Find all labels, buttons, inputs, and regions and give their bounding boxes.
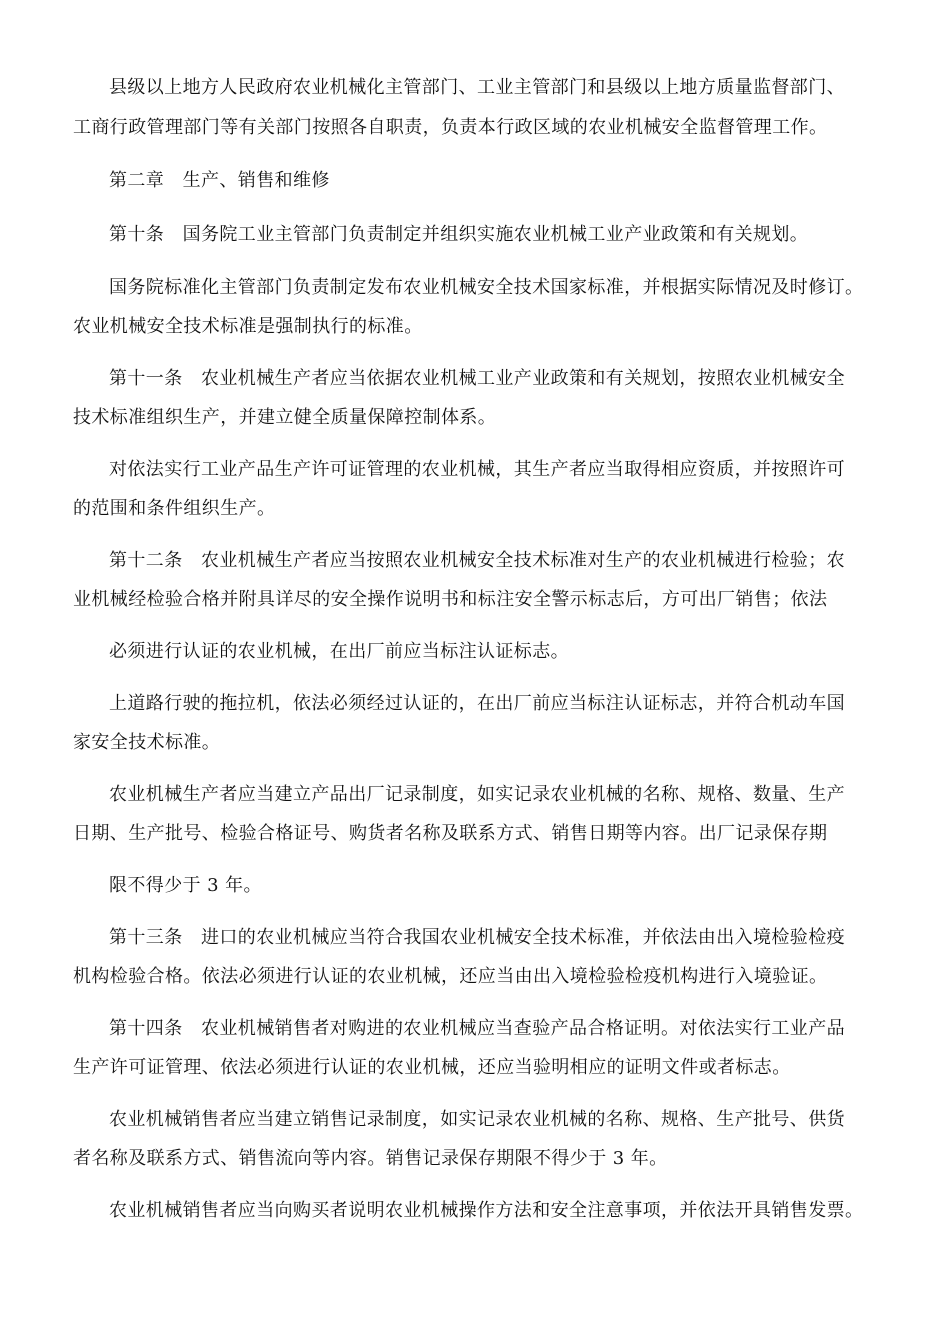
text-line: 县级以上地方人民政府农业机械化主管部门、工业主管部门和县级以上地方质量监督部门、 (109, 77, 845, 98)
text-line: 农业机械生产者应当建立产品出厂记录制度，如实记录农业机械的名称、规格、数量、生产 (109, 784, 845, 805)
text-line: 日期、生产批号、检验合格证号、购货者名称及联系方式、销售日期等内容。出厂记录保存期 (73, 823, 828, 844)
text-line: 第十四条 农业机械销售者对购进的农业机械应当查验产品合格证明。对依法实行工业产品 (109, 1018, 845, 1039)
text-line: 对依法实行工业产品生产许可证管理的农业机械，其生产者应当取得相应资质，并按照许可 (109, 459, 845, 480)
text-line: 农业机械销售者应当建立销售记录制度，如实记录农业机械的名称、规格、生产批号、供货 (109, 1109, 845, 1130)
text-line: 第十二条 农业机械生产者应当按照农业机械安全技术标准对生产的农业机械进行检验；农 (109, 550, 845, 571)
text-line: 工商行政管理部门等有关部门按照各自职责，负责本行政区域的农业机械安全监督管理工作。 (73, 117, 828, 138)
text-line: 的范围和条件组织生产。 (73, 498, 276, 519)
text-line: 者名称及联系方式、销售流向等内容。销售记录保存期限不得少于 3 年。 (73, 1148, 668, 1169)
text-line: 农业机械销售者应当向购买者说明农业机械操作方法和安全注意事项，并依法开具销售发票。 (109, 1200, 864, 1221)
text-line: 生产许可证管理、依法必须进行认证的农业机械，还应当验明相应的证明文件或者标志。 (73, 1057, 791, 1078)
text-line: 技术标准组织生产，并建立健全质量保障控制体系。 (73, 407, 497, 428)
text-line: 国务院标准化主管部门负责制定发布农业机械安全技术国家标准，并根据实际情况及时修订。 (109, 277, 864, 298)
text-line: 限不得少于 3 年。 (109, 875, 262, 896)
text-line: 业机械经检验合格并附具详尽的安全操作说明书和标注安全警示标志后，方可出厂销售；依法 (73, 589, 828, 610)
text-line: 机构检验合格。依法必须进行认证的农业机械，还应当由出入境检验检疫机构进行入境验证。 (73, 966, 828, 987)
text-line: 农业机械安全技术标准是强制执行的标准。 (73, 316, 423, 337)
text-line: 上道路行驶的拖拉机，依法必须经过认证的，在出厂前应当标注认证标志，并符合机动车国 (109, 693, 845, 714)
text-line: 第十三条 进口的农业机械应当符合我国农业机械安全技术标准，并依法由出入境检验检疫 (109, 927, 845, 948)
text-line: 第十一条 农业机械生产者应当依据农业机械工业产业政策和有关规划，按照农业机械安全 (109, 368, 845, 389)
chapter-heading: 第二章 生产、销售和维修 (109, 170, 330, 191)
text-line: 第十条 国务院工业主管部门负责制定并组织实施农业机械工业产业政策和有关规划。 (109, 224, 809, 245)
text-line: 必须进行认证的农业机械，在出厂前应当标注认证标志。 (109, 641, 569, 662)
text-line: 家安全技术标准。 (73, 732, 221, 753)
